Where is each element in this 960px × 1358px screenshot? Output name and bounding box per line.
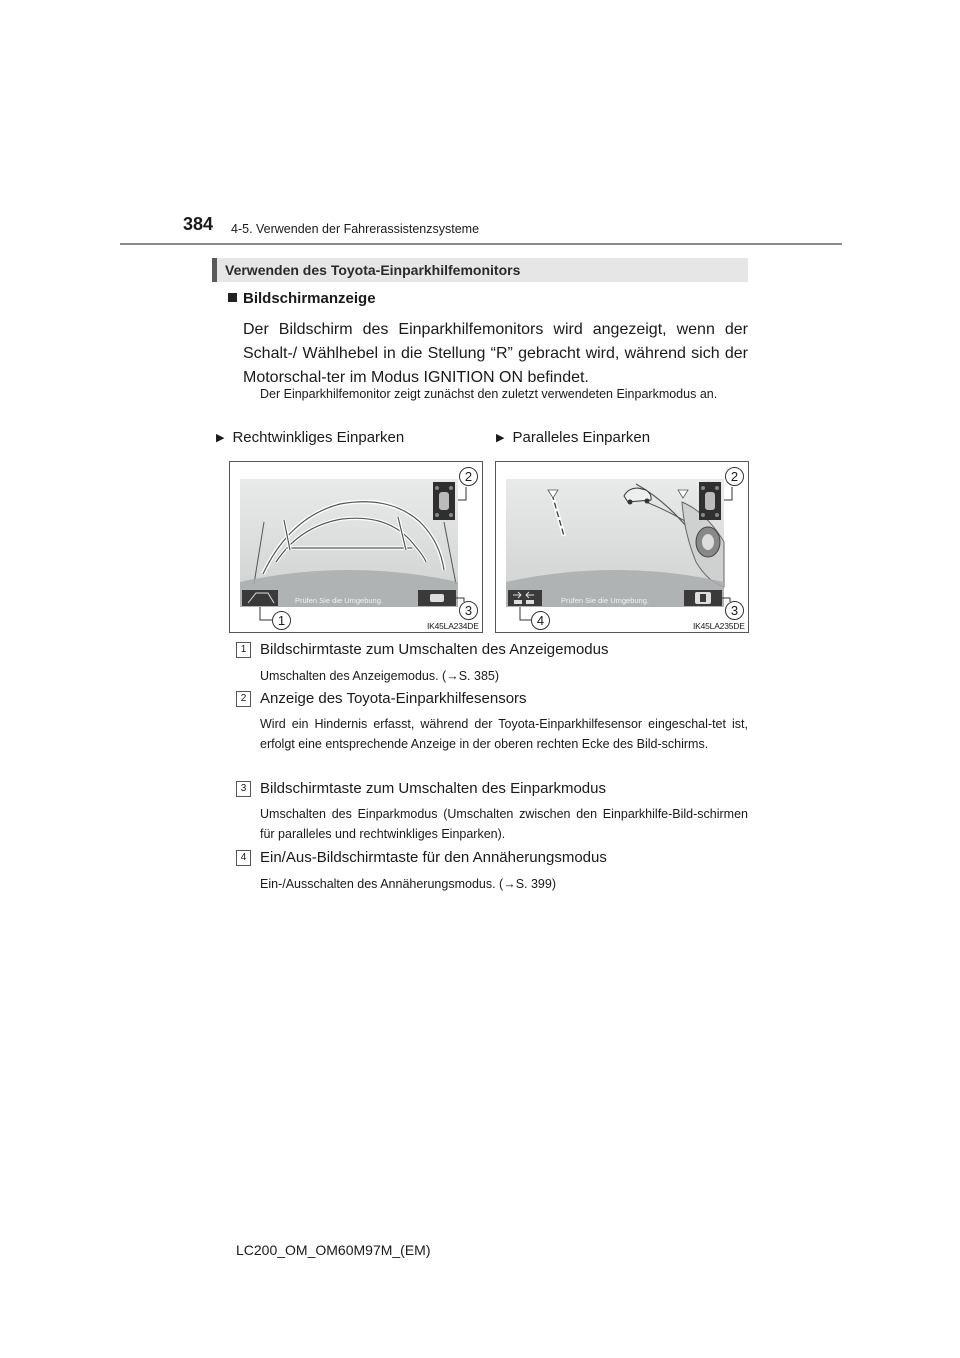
perpendicular-parking-illustration — [230, 462, 482, 632]
item-title-1: Bildschirmtaste zum Umschalten des Anzeigemodus — [260, 641, 609, 658]
item-number-2: 2 — [236, 691, 251, 707]
callout-3-left: 3 — [459, 601, 478, 620]
callout-1-left: 1 — [272, 611, 291, 630]
image-code-right: IK45LA235DE — [693, 621, 745, 631]
body-paragraph: Der Bildschirm des Einparkhilfemonitors wird angezeigt, wenn der Schalt-/ Wählhebel in die Stellung “R” gebracht wird, während sich der Motorschal-ter im Modus IGNITION ON befindet. — [243, 321, 748, 386]
display-mode-button — [242, 590, 278, 606]
triangle-bullet-icon: ▶ — [496, 432, 505, 444]
figure-parallel-parking — [495, 461, 749, 633]
item-title-2: Anzeige des Toyota-Einparkhilfesensors — [260, 690, 527, 707]
section-title-bar — [212, 258, 748, 282]
figure-label-left-text: Rechtwinkliges Einparken — [232, 429, 405, 446]
screen-message: Prüfen Sie die Umgebung. — [561, 596, 649, 605]
item-desc-1: Umschalten des Anzeigemodus. (→S. 385) — [260, 669, 500, 683]
item-number-4: 4 — [236, 850, 251, 866]
approach-mode-button — [508, 590, 542, 606]
document-code: LC200_OM_OM60M97M_(EM) — [236, 1242, 431, 1258]
item-number-3: 3 — [236, 781, 251, 797]
item-desc-4: Ein-/Ausschalten des Annäherungsmodus. (→S. 399) — [260, 877, 557, 891]
section-title: Verwenden des Toyota-Einparkhilfemonitors — [225, 262, 521, 278]
figure-perpendicular-parking — [229, 461, 483, 633]
item-desc-2: Wird ein Hindernis erfasst, während der Toyota-Einparkhilfesensor eingeschal-tet ist, erfolgt eine entsprechende Anzeige in der oberen rechten Ecke des Bild-schirms. — [260, 717, 748, 751]
callout-3-right: 3 — [725, 601, 744, 620]
item-desc-3: Umschalten des Einparkmodus (Umschalten zwischen den Einparkhilfe-Bild-schirmen für paralleles und rechtwinkliges Einparken). — [260, 807, 748, 841]
header-rule — [120, 243, 842, 245]
subsection-heading-text: Bildschirmanzeige — [243, 290, 376, 307]
image-code-left: IK45LA234DE — [427, 621, 479, 631]
page-number: 384 — [183, 214, 214, 234]
screen-message: Prüfen Sie die Umgebung. — [295, 596, 383, 605]
item-title-3: Bildschirmtaste zum Umschalten des Einparkmodus — [260, 780, 606, 797]
figure-label-right — [496, 429, 650, 446]
square-bullet-icon — [228, 293, 237, 302]
figure-label-left — [216, 429, 404, 446]
callout-2-left: 2 — [459, 467, 478, 486]
triangle-bullet-icon: ▶ — [216, 432, 225, 444]
callout-4-right: 4 — [531, 611, 550, 630]
subsection-heading — [228, 290, 376, 307]
chapter-title: 4-5. Verwenden der Fahrerassistenzsysteme — [231, 222, 480, 236]
callout-2-right: 2 — [725, 467, 744, 486]
figure-label-right-text: Paralleles Einparken — [512, 429, 651, 446]
section-accent — [212, 258, 217, 282]
item-title-4: Ein/Aus-Bildschirmtaste für den Annäherungsmodus — [260, 849, 607, 866]
note-paragraph: Der Einparkhilfemonitor zeigt zunächst den zuletzt verwendeten Einparkmodus an. — [260, 387, 718, 401]
item-number-1: 1 — [236, 642, 251, 658]
parallel-parking-illustration — [496, 462, 748, 632]
